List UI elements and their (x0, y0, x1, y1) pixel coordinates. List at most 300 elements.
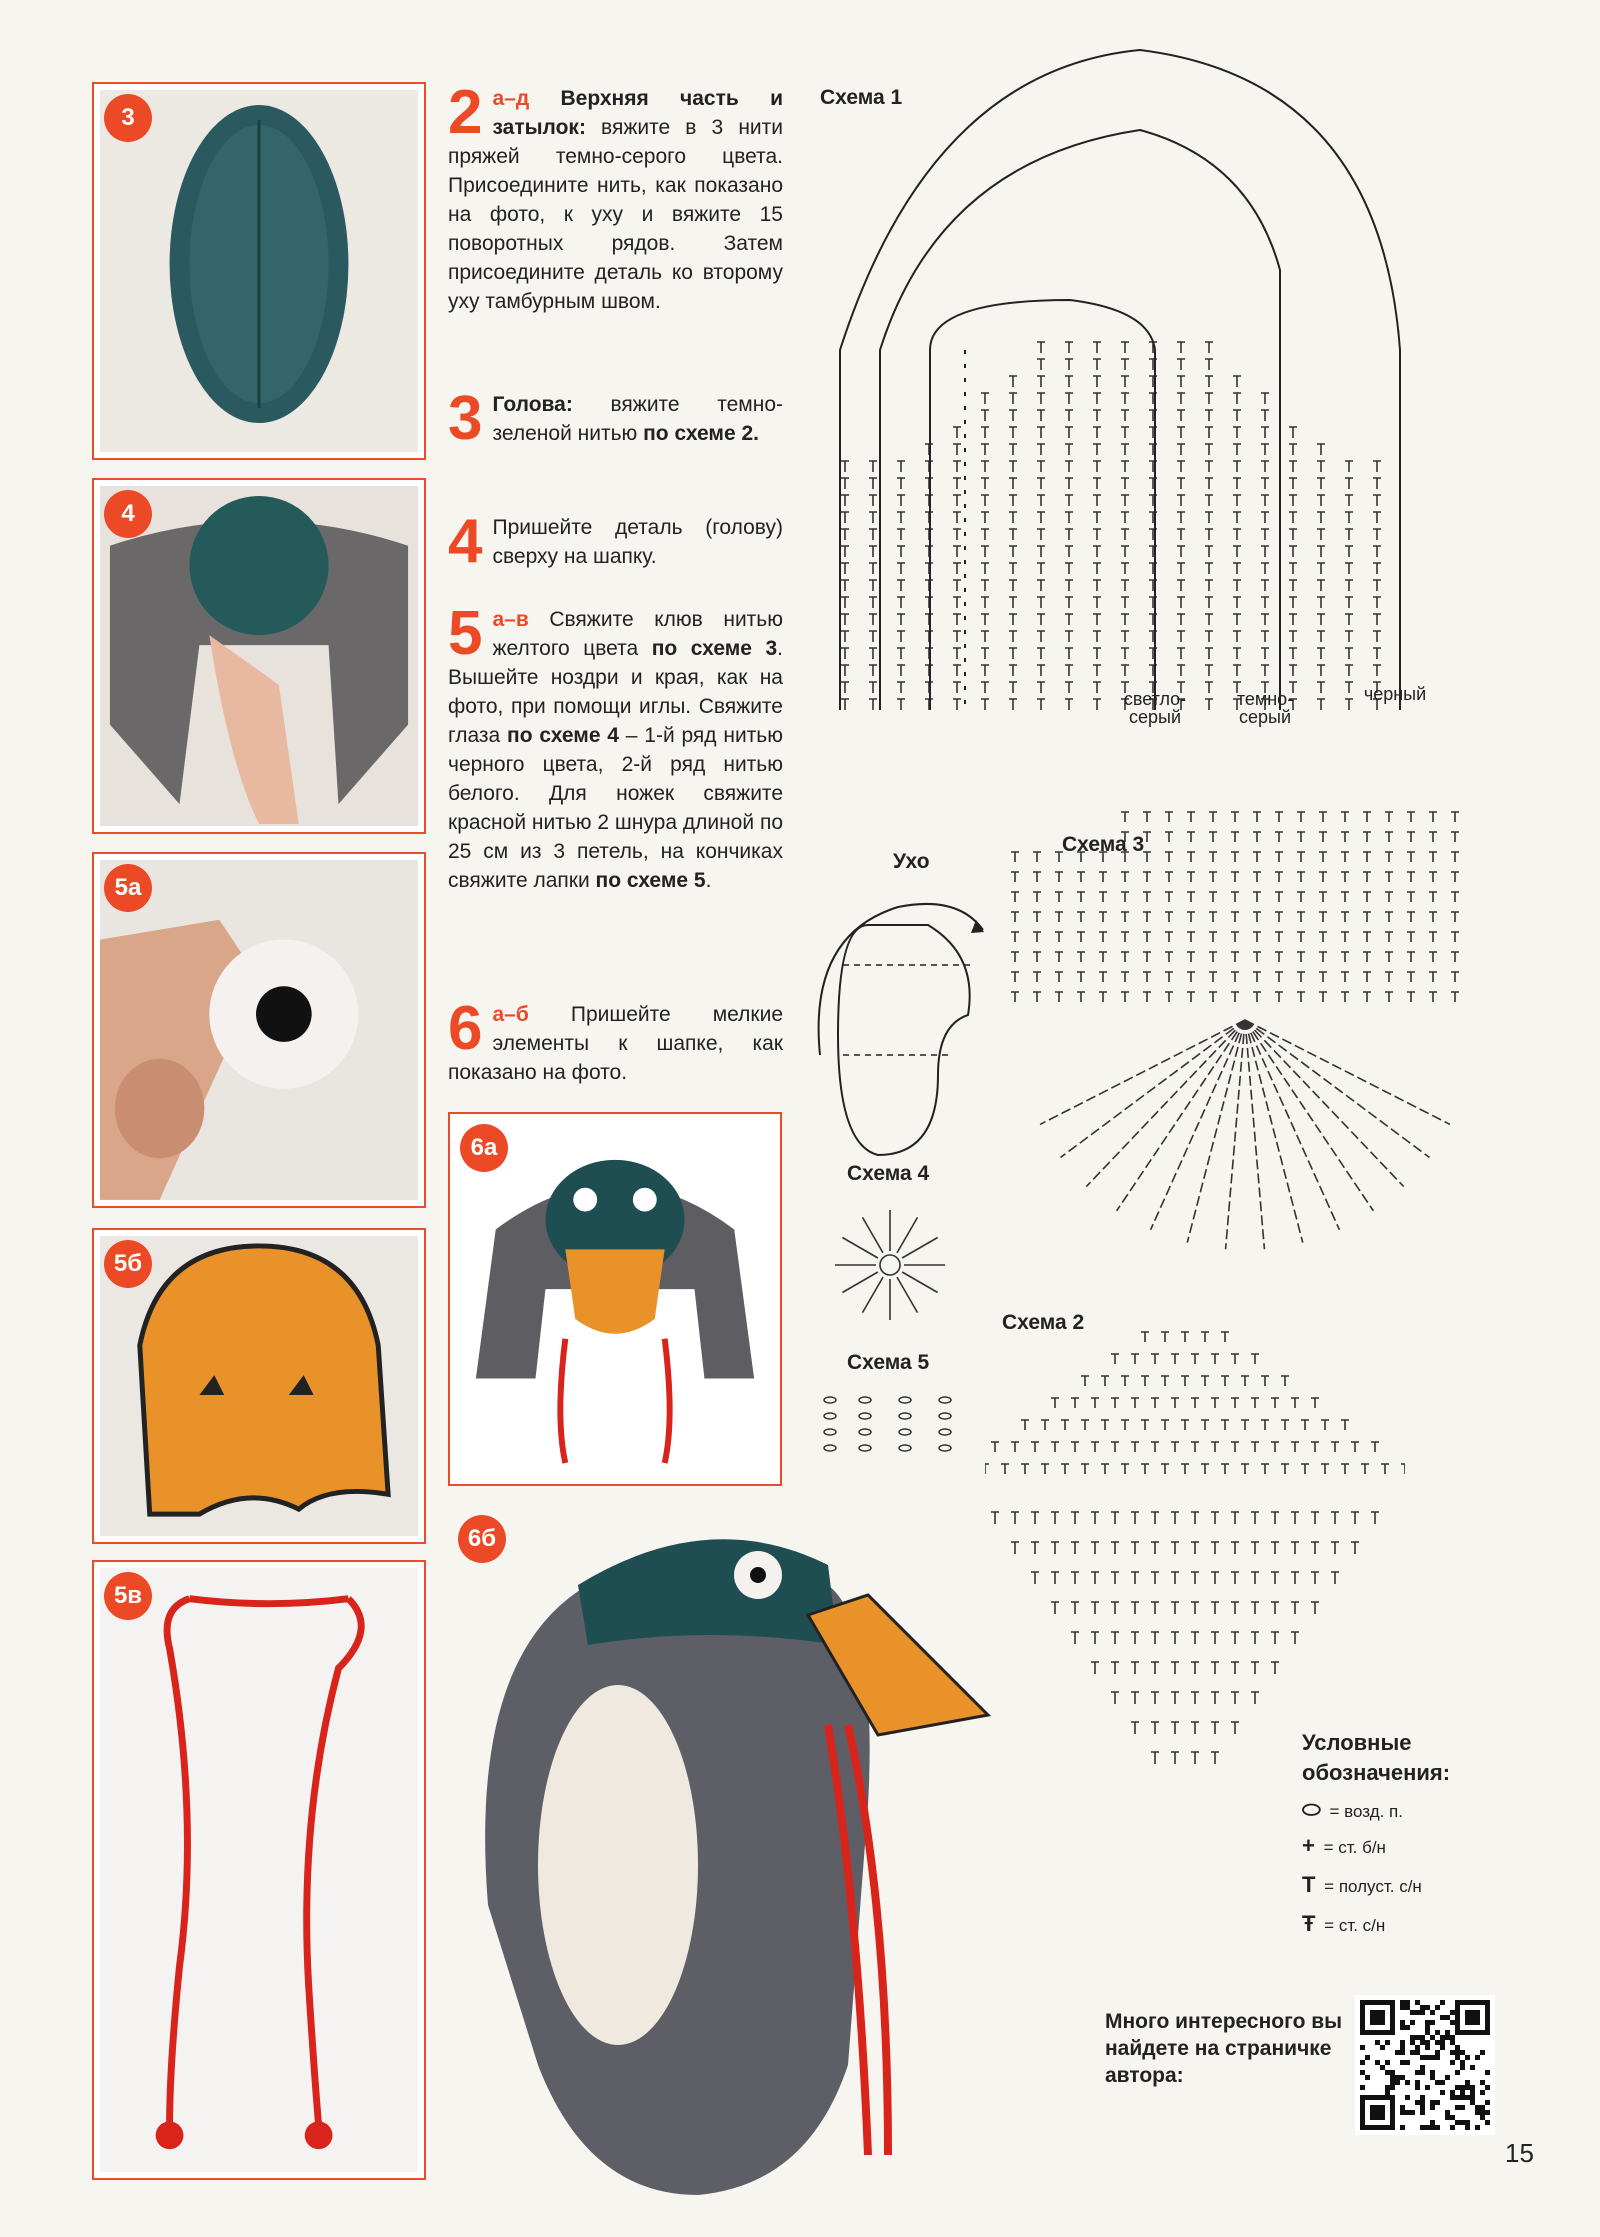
qr-module (1425, 2125, 1430, 2130)
stitch-mark (1271, 1442, 1279, 1452)
stitch-mark (841, 563, 849, 574)
stitch-mark (841, 461, 849, 472)
stitch-mark (1181, 1420, 1189, 1430)
stitch-mark (1345, 546, 1353, 557)
stitch-mark (1165, 912, 1173, 922)
stitch-mark (1093, 512, 1101, 523)
stitch-mark (1041, 1464, 1049, 1474)
stitch-mark (1271, 1542, 1279, 1554)
stitch-mark (1111, 1692, 1119, 1704)
stitch-mark (1233, 597, 1241, 608)
qr-module (1405, 2005, 1410, 2010)
stitch-mark (1093, 614, 1101, 625)
stitch-mark (1261, 580, 1269, 591)
stitch-mark (1251, 1602, 1259, 1614)
stitch-mark (1187, 992, 1195, 1002)
stitch-mark (1171, 1442, 1179, 1452)
stitch-mark (1065, 478, 1073, 489)
qr-module (1475, 2055, 1480, 2060)
stitch-mark (1363, 912, 1371, 922)
stitch-mark (897, 563, 905, 574)
stitch-mark (1245, 1020, 1404, 1187)
stitch-mark (824, 1429, 836, 1435)
qr-module (1420, 2040, 1425, 2045)
qr-module (1460, 2085, 1465, 2090)
stitch-mark (1253, 972, 1261, 982)
stitch-mark (1331, 1512, 1339, 1524)
stitch-mark (1281, 1376, 1289, 1386)
step-number: 5 (448, 599, 483, 668)
stitch-mark (953, 444, 961, 455)
stitch-mark (1251, 1542, 1259, 1554)
stitch-mark (1171, 1512, 1179, 1524)
qr-module (1475, 2105, 1480, 2110)
stitch-mark (1289, 512, 1297, 523)
qr-module (1470, 2100, 1475, 2105)
stitch-mark (1061, 1020, 1245, 1157)
stitch-mark (1205, 614, 1213, 625)
stitch-mark (1373, 631, 1381, 642)
stitch-mark (1071, 1572, 1079, 1584)
stitch-mark (1233, 546, 1241, 557)
stitch-mark (841, 682, 849, 693)
stitch-mark (1081, 1464, 1089, 1474)
stitch-mark (1177, 529, 1185, 540)
stitch-mark (1319, 812, 1327, 822)
qr-module (1430, 2055, 1435, 2060)
stitch-mark (1385, 872, 1393, 882)
qr-module (1400, 2040, 1405, 2045)
qr-module (1485, 2085, 1490, 2090)
qr-module (1440, 2045, 1445, 2050)
stitch-mark (1093, 376, 1101, 387)
stitch-mark (863, 1217, 884, 1253)
qr-module (1425, 2040, 1430, 2045)
stitch-mark (981, 648, 989, 659)
stitch-mark (1289, 444, 1297, 455)
stitch-mark (981, 393, 989, 404)
qr-module (1425, 2030, 1430, 2035)
stitch-mark (1289, 427, 1297, 438)
qr-module (1425, 2045, 1430, 2050)
stitch-mark (1401, 1464, 1405, 1474)
stitch-mark (1171, 1398, 1179, 1408)
stitch-mark (981, 461, 989, 472)
photo-6a-image (456, 1120, 774, 1478)
stitch-mark (1407, 832, 1415, 842)
stitch-mark (1317, 614, 1325, 625)
qr-module (1390, 2075, 1395, 2080)
qr-module (1485, 2070, 1490, 2075)
ear-title: Ухо (893, 850, 930, 873)
stitch-mark (1191, 1572, 1199, 1584)
stitch-mark (1037, 529, 1045, 540)
qr-code-icon[interactable] (1355, 1995, 1495, 2135)
stitch-mark (1121, 410, 1129, 421)
stitch-mark (981, 580, 989, 591)
stitch-mark (869, 478, 877, 489)
qr-module (1445, 2035, 1450, 2040)
stitch-mark (1055, 912, 1063, 922)
stitch-mark (1297, 812, 1305, 822)
stitch-mark (1009, 393, 1017, 404)
stitch-mark (1331, 1572, 1339, 1584)
stitch-mark (1233, 495, 1241, 506)
stitch-mark (1253, 932, 1261, 942)
stitch-mark (1331, 1542, 1339, 1554)
stitch-mark (1317, 563, 1325, 574)
photo-5v (92, 1560, 426, 2180)
stitch-mark (1211, 1752, 1219, 1764)
stitch-mark (897, 665, 905, 676)
stitch-mark (1091, 1572, 1099, 1584)
stitch-mark (897, 699, 905, 710)
qr-module (1400, 2045, 1405, 2050)
stitch-mark (1121, 359, 1129, 370)
stitch-mark (1297, 912, 1305, 922)
stitch-mark (1373, 614, 1381, 625)
stitch-mark (1033, 992, 1041, 1002)
stitch-mark (1065, 665, 1073, 676)
stitch-mark (1141, 1376, 1149, 1386)
stitch-mark (1271, 1662, 1279, 1674)
stitch-mark (981, 699, 989, 710)
qr-module (1400, 2125, 1405, 2130)
photo-badge: 5а (104, 864, 152, 912)
stitch-mark (1271, 1632, 1279, 1644)
step-4 (448, 507, 783, 576)
stitch-mark (1233, 665, 1241, 676)
stitch-mark (1211, 1512, 1219, 1524)
stitch-mark (869, 546, 877, 557)
stitch-mark (1211, 1692, 1219, 1704)
stitch-mark (1091, 1632, 1099, 1644)
stitch-mark (1205, 563, 1213, 574)
stitch-mark (859, 1397, 871, 1403)
stitch-mark (1037, 512, 1045, 523)
stitch-mark (1093, 529, 1101, 540)
qr-module (1470, 2095, 1475, 2100)
stitch-mark (1143, 892, 1151, 902)
stitch-mark (1205, 359, 1213, 370)
stitch-mark (1201, 1420, 1209, 1430)
stitch-mark (981, 444, 989, 455)
qr-module (1360, 2070, 1365, 2075)
stitch-mark (1011, 892, 1019, 902)
stitch-mark (953, 699, 961, 710)
stitch-mark (1407, 872, 1415, 882)
stitch-mark (1091, 1662, 1099, 1674)
stitch-mark (1191, 1692, 1199, 1704)
stitch-mark (897, 461, 905, 472)
stitch-mark (1271, 1602, 1279, 1614)
qr-module (1435, 2040, 1440, 2045)
stitch-mark (1345, 597, 1353, 608)
stitch-mark (1251, 1692, 1259, 1704)
stitch-mark (1311, 1572, 1319, 1584)
stitch-mark (1261, 393, 1269, 404)
stitch-mark (1331, 1442, 1339, 1452)
stitch-mark (1231, 892, 1239, 902)
stitch-mark (1121, 461, 1129, 472)
stitch-mark (1291, 1512, 1299, 1524)
stitch-mark (1231, 832, 1239, 842)
stitch-mark (1363, 992, 1371, 1002)
stitch-mark (1033, 892, 1041, 902)
stitch-mark (939, 1445, 951, 1451)
stitch-mark (1407, 852, 1415, 862)
stitch-mark (1451, 972, 1459, 982)
stitch-mark (1345, 563, 1353, 574)
stitch-mark (1161, 1332, 1169, 1342)
qr-module (1435, 2005, 1440, 2010)
qr-module (1450, 2125, 1455, 2130)
stitch-mark (1041, 1420, 1049, 1430)
stitch-mark (953, 648, 961, 659)
stitch-mark (1171, 1752, 1179, 1764)
stitch-mark (1037, 699, 1045, 710)
qr-module (1450, 2050, 1455, 2055)
stitch-mark (1261, 427, 1269, 438)
stitch-mark (1037, 393, 1045, 404)
stitch-mark (1121, 665, 1129, 676)
stitch-mark (1261, 410, 1269, 421)
photo-5b (92, 1228, 426, 1544)
stitch-mark (1191, 1354, 1199, 1364)
qr-module (1450, 2035, 1455, 2040)
stitch-mark (1077, 912, 1085, 922)
qr-module (1435, 2125, 1440, 2130)
stitch-mark (824, 1397, 836, 1403)
stitch-mark (1065, 444, 1073, 455)
stitch-mark (1201, 1376, 1209, 1386)
legend-title: Условные обозначения: (1302, 1730, 1451, 1785)
stitch-mark (1205, 580, 1213, 591)
stitch-mark (953, 461, 961, 472)
stitch-mark (1233, 614, 1241, 625)
stitch-mark (1071, 1442, 1079, 1452)
photo-6b (448, 1505, 1008, 2205)
qr-module (1460, 2065, 1465, 2070)
stitch-mark (1231, 1542, 1239, 1554)
stitch-mark (1253, 832, 1261, 842)
stitch-mark (1373, 580, 1381, 591)
stitch-mark (1143, 852, 1151, 862)
stitch-mark (1065, 342, 1073, 353)
stitch-mark (1111, 1572, 1119, 1584)
stitch-mark (1143, 992, 1151, 1002)
stitch-mark (1311, 1442, 1319, 1452)
qr-module (1410, 2020, 1415, 2025)
stitch-mark (897, 546, 905, 557)
stitch-mark (1297, 872, 1305, 882)
stitch-mark (1121, 529, 1129, 540)
stitch-mark (1361, 1464, 1369, 1474)
qr-module (1450, 2020, 1455, 2025)
qr-module (1470, 2090, 1475, 2095)
stitch-mark (1373, 563, 1381, 574)
qr-module (1470, 2065, 1475, 2070)
stitch-mark (1121, 478, 1129, 489)
stitch-mark (1211, 1632, 1219, 1644)
qr-module (1430, 2035, 1435, 2040)
stitch-mark (1181, 1464, 1189, 1474)
double-crochet-icon: Ŧ (1302, 1911, 1316, 1936)
stitch-mark (1077, 852, 1085, 862)
stitch-mark (1011, 912, 1019, 922)
photo-5b-image (100, 1236, 418, 1536)
stitch-mark (1233, 478, 1241, 489)
stitch-mark (1205, 665, 1213, 676)
stitch-mark (1033, 932, 1041, 942)
stitch-mark (1165, 832, 1173, 842)
photo-4 (92, 478, 426, 834)
qr-module (1415, 2070, 1420, 2075)
stitch-mark (1271, 1398, 1279, 1408)
stitch-mark (1233, 376, 1241, 387)
stitch-mark (1009, 529, 1017, 540)
qr-module (1445, 2110, 1450, 2115)
qr-module (1430, 2105, 1435, 2110)
qr-module (1410, 2050, 1415, 2055)
scheme-1-label-light: светло- серый (1123, 689, 1187, 727)
stitch-mark (1121, 495, 1129, 506)
stitch-mark (1291, 1602, 1299, 1614)
stitch-mark (1341, 852, 1349, 862)
stitch-mark (1317, 665, 1325, 676)
stitch-mark (1205, 682, 1213, 693)
stitch-mark (1131, 1572, 1139, 1584)
stitch-mark (1407, 932, 1415, 942)
stitch-mark (842, 1238, 878, 1259)
stitch-mark (1233, 444, 1241, 455)
scheme-1-title: Схема 1 (820, 86, 903, 109)
stitch-mark (1121, 597, 1129, 608)
stitch-mark (1009, 512, 1017, 523)
stitch-mark (1101, 1376, 1109, 1386)
stitch-mark (1311, 1398, 1319, 1408)
stitch-mark (1321, 1464, 1329, 1474)
stitch-mark (1261, 512, 1269, 523)
stitch-mark (1011, 932, 1019, 942)
stitch-mark (1385, 932, 1393, 942)
stitch-mark (1345, 580, 1353, 591)
stitch-mark (1321, 1420, 1329, 1430)
stitch-mark (1055, 972, 1063, 982)
qr-module (1430, 2100, 1435, 2105)
step-2 (448, 78, 783, 316)
stitch-mark (1231, 1572, 1239, 1584)
stitch-mark (1209, 972, 1217, 982)
stitch-mark (1037, 410, 1045, 421)
stitch-mark (1451, 932, 1459, 942)
qr-module (1400, 2050, 1405, 2055)
step-text: . Вышейте ноздри и края, как на фото, при помощи иглы. Свяжите глаза (448, 637, 783, 747)
stitch-mark (1311, 1602, 1319, 1614)
stitch-mark (1031, 1442, 1039, 1452)
stitch-mark (841, 648, 849, 659)
stitch-mark (1363, 872, 1371, 882)
stitch-mark (1341, 912, 1349, 922)
stitch-mark (1429, 992, 1437, 1002)
page-number: 15 (1505, 2138, 1534, 2168)
stitch-mark (1209, 992, 1217, 1002)
stitch-mark (1319, 932, 1327, 942)
stitch-mark (1231, 812, 1239, 822)
stitch-mark (1341, 892, 1349, 902)
stitch-mark (1251, 1354, 1259, 1364)
stitch-mark (1231, 952, 1239, 962)
stitch-mark (1121, 912, 1129, 922)
stitch-mark (1301, 1464, 1309, 1474)
stitch-mark (869, 682, 877, 693)
stitch-mark (1040, 1020, 1245, 1124)
stitch-mark (1407, 972, 1415, 982)
stitch-mark (1065, 682, 1073, 693)
qr-module (1405, 2080, 1410, 2085)
stitch-mark (1363, 812, 1371, 822)
half-double-icon: Т (1302, 1872, 1316, 1897)
scheme-3-title: Схема 3 (1062, 833, 1145, 856)
scheme-2-diagram (985, 1300, 1405, 1795)
stitch-mark (1205, 461, 1213, 472)
stitch-mark (1451, 812, 1459, 822)
stitch-mark (1341, 932, 1349, 942)
stitch-mark (1385, 832, 1393, 842)
qr-module (1360, 2045, 1365, 2050)
stitch-mark (1211, 1662, 1219, 1674)
stitch-mark (1209, 832, 1217, 842)
qr-module (1420, 2105, 1425, 2110)
stitch-mark (1151, 1632, 1159, 1644)
step-sub: а–б (492, 1003, 529, 1026)
stitch-mark (1091, 1398, 1099, 1408)
stitch-mark (1317, 444, 1325, 455)
stitch-mark (1191, 1722, 1199, 1734)
qr-module (1420, 2005, 1425, 2010)
stitch-mark (981, 495, 989, 506)
stitch-mark (981, 529, 989, 540)
stitch-mark (1297, 932, 1305, 942)
step-heading: Голова: (492, 393, 573, 416)
stitch-mark (1151, 1692, 1159, 1704)
qr-module (1460, 2060, 1465, 2065)
stitch-mark (1429, 852, 1437, 862)
stitch-mark (841, 495, 849, 506)
stitch-mark (1151, 1512, 1159, 1524)
stitch-mark (1111, 1442, 1119, 1452)
qr-module (1385, 2090, 1390, 2095)
stitch-mark (1037, 546, 1045, 557)
qr-module (1400, 2005, 1405, 2010)
stitch-mark (1011, 972, 1019, 982)
legend-hdc: Т = полуст. с/н (1302, 1872, 1422, 1897)
stitch-mark (953, 512, 961, 523)
photo-badge: 4 (104, 490, 152, 538)
stitch-mark (1275, 852, 1283, 862)
stitch-mark (1037, 359, 1045, 370)
qr-module (1445, 2115, 1450, 2120)
stitch-mark (1205, 512, 1213, 523)
stitch-mark (1231, 1602, 1239, 1614)
stitch-mark (1261, 597, 1269, 608)
qr-module (1390, 2070, 1395, 2075)
stitch-mark (981, 546, 989, 557)
stitch-mark (1055, 952, 1063, 962)
stitch-mark (1077, 932, 1085, 942)
step-number: 3 (448, 384, 483, 453)
qr-module (1380, 2065, 1385, 2070)
